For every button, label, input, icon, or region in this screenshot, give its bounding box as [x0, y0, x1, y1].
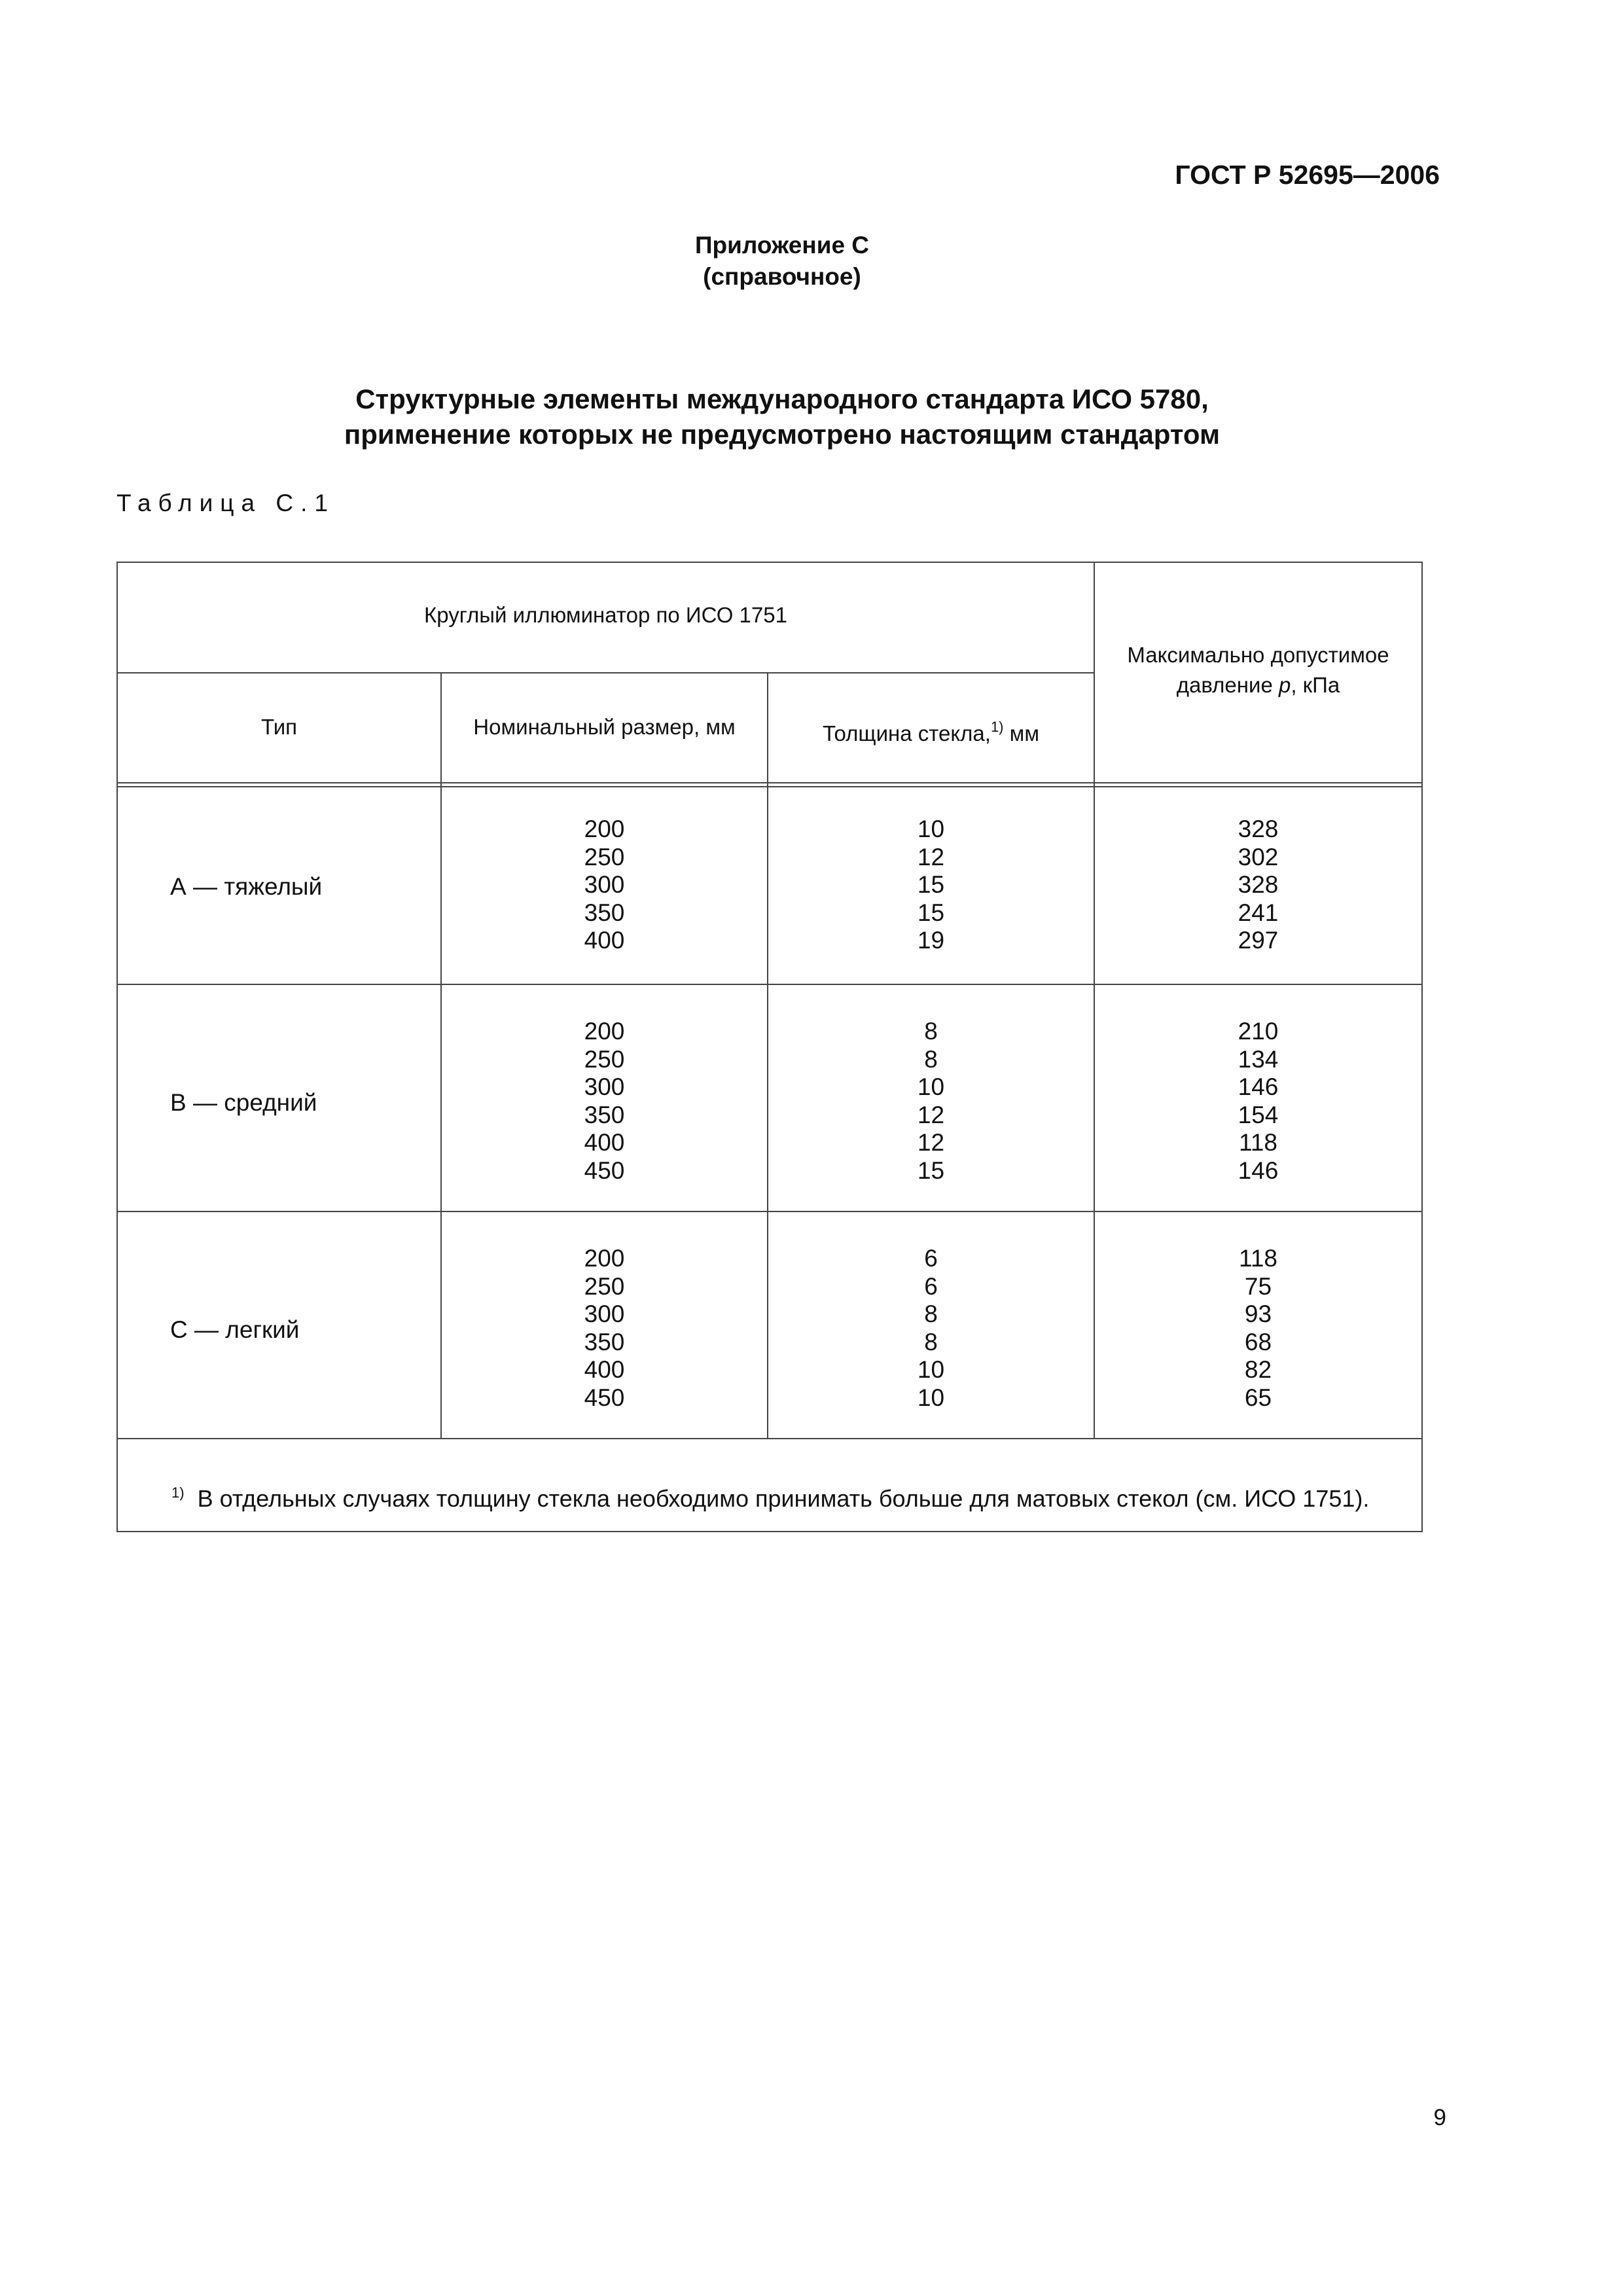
header-max-pressure: Максимально допустимое давление p, кПа: [1127, 643, 1389, 697]
pressure-column-c: 118 75 93 68 82 65: [1239, 1245, 1277, 1411]
main-title-line-1: Структурные элементы международного стандарта ИСО 5780,: [355, 384, 1209, 414]
header-type: Тип: [260, 715, 297, 739]
header-nominal-size: Номинальный размер, мм: [473, 715, 736, 739]
table-border-top: [116, 562, 1423, 563]
header-bottom-line-1: [116, 782, 1423, 783]
header-glass-thickness: Толщина стекла,$^{1)}$ мм: [822, 719, 1040, 745]
document-number: ГОСТ Р 52695—2006: [1175, 160, 1440, 190]
row-type-c: С — легкий: [170, 1316, 300, 1343]
table-label: Таблица С.1: [116, 490, 335, 516]
table-border-right: [1421, 562, 1423, 1532]
header-bottom-line-2: [116, 786, 1423, 787]
header-group-porthole: Круглый иллюминатор по ИСО 1751: [424, 603, 787, 627]
thickness-column-b: 8 8 10 12 12 15: [917, 1018, 945, 1184]
pressure-column-b: 210 134 146 154 118 146: [1238, 1018, 1279, 1184]
annex-kind: (справочное): [703, 263, 861, 290]
row-type-a: А — тяжелый: [170, 873, 323, 900]
annex-title: Приложение С: [694, 232, 870, 259]
row-type-b: В — средний: [170, 1089, 317, 1116]
sizes-column-c: 200 250 300 350 400 450: [584, 1245, 625, 1411]
main-title-line-2: применение которых не предусмотрено настоящим стандартом: [344, 419, 1221, 450]
header-divider: [116, 672, 1095, 673]
footnote-mark: 1): [171, 1484, 185, 1501]
row-divider-3: [116, 1438, 1423, 1439]
table-border-left: [116, 562, 118, 1532]
row-divider-2: [116, 1211, 1423, 1212]
table-border-bottom: [116, 1531, 1423, 1532]
page-number: 9: [1433, 2105, 1446, 2130]
pressure-column-a: 328 302 328 241 297: [1238, 816, 1279, 954]
thickness-column-c: 6 6 8 8 10 10: [917, 1245, 945, 1411]
table-footnote: [171, 1484, 1369, 1513]
sizes-column-b: 200 250 300 350 400 450: [584, 1018, 625, 1184]
sizes-column-a: 200 250 300 350 400: [584, 816, 625, 954]
thickness-column-a: 10 12 15 15 19: [917, 816, 945, 954]
row-divider-1: [116, 984, 1423, 985]
footnote-text: В отдельных случаях толщину стекла необходимо принимать больше для матовых стекол (см. ИСО 1751).: [197, 1485, 1370, 1512]
